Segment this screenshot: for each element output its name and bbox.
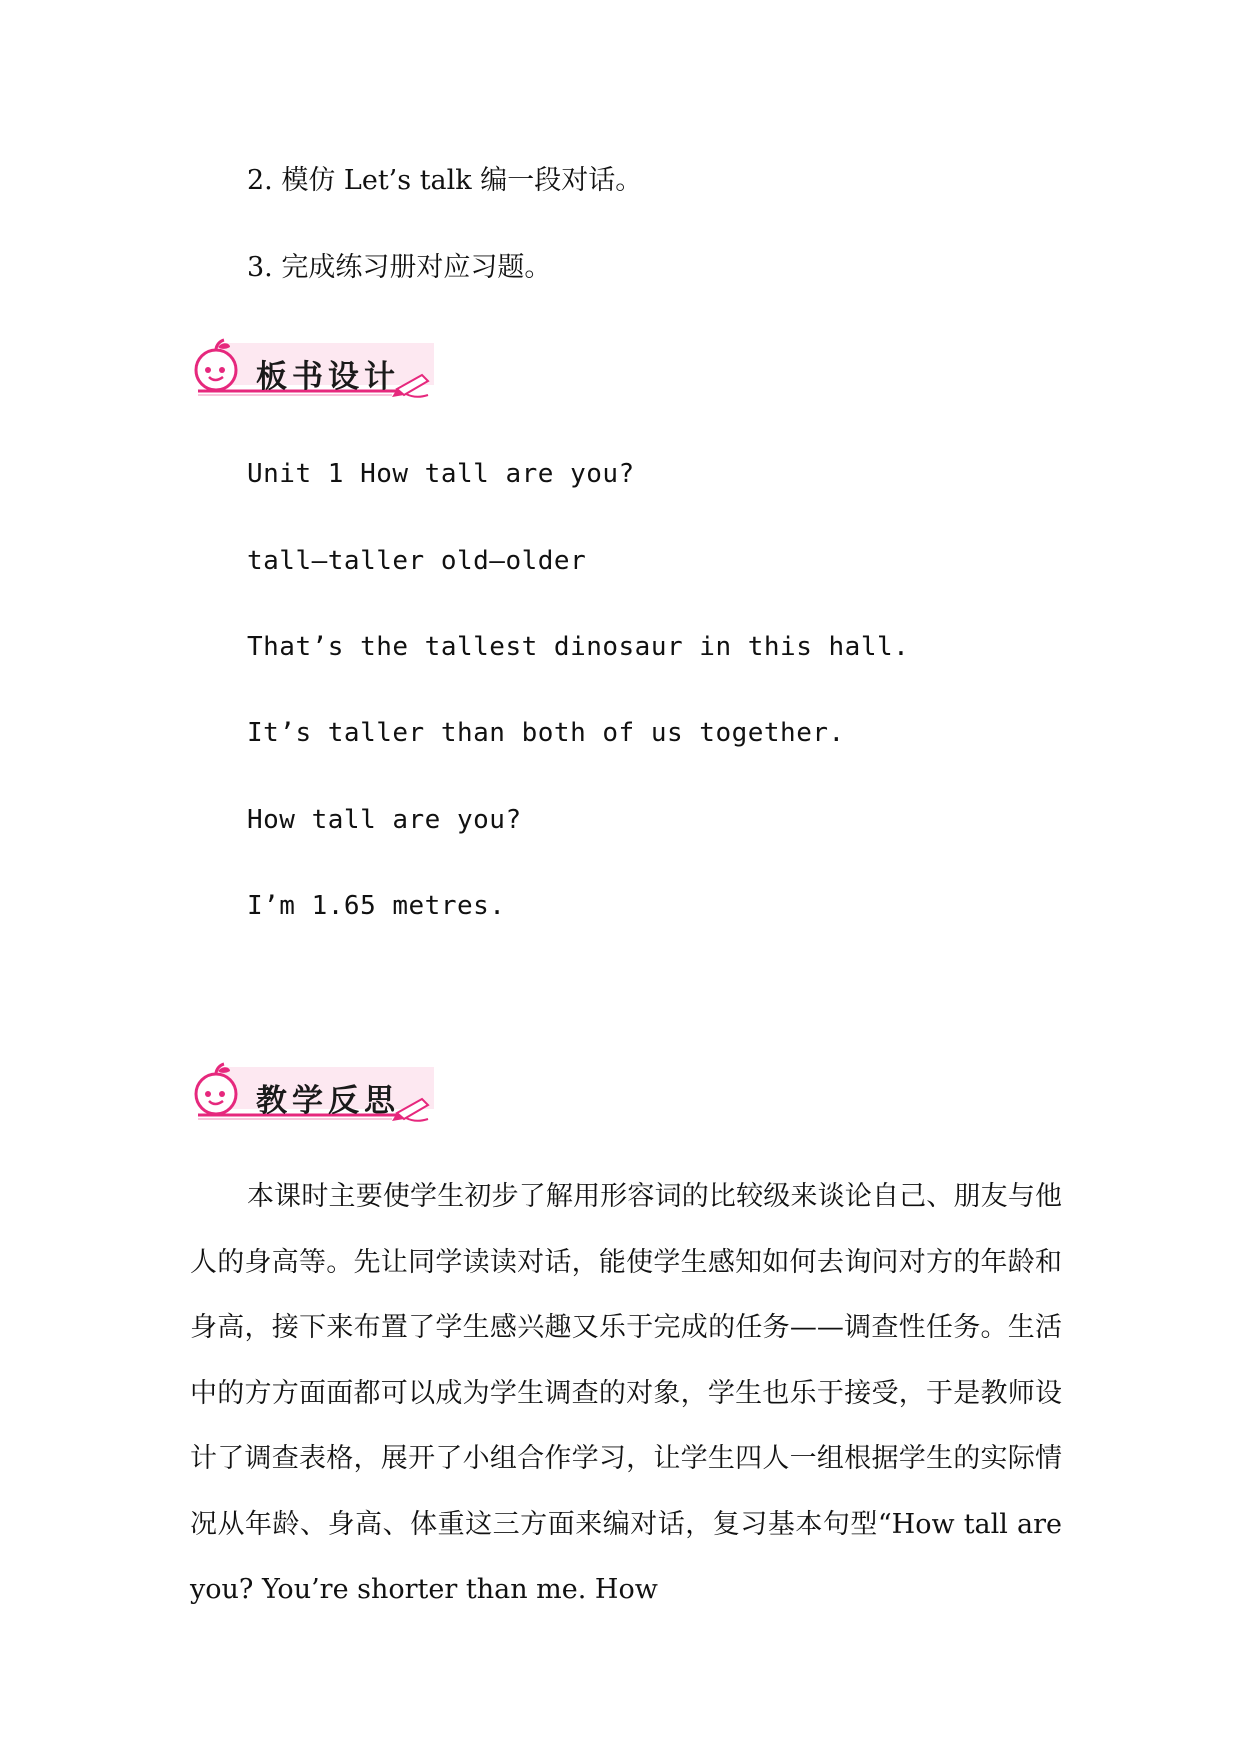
reflection-paragraph: 本课时主要使学生初步了解用形容词的比较级来谈论自己、朋友与他人的身高等。先让同学读读对话，能使学生感知如何去询问对方的年龄和身高，接下来布置了学生感兴趣又乐于完成的任务——调查性任务。生活中的方方面面都可以成为学生调查的对象，学生也乐于接受，于是教师设计了调查表格，展开了小组合作学习，让学生四人一组根据学生的实际情况从年龄、身高、体重这三方面来编对话，复习基本句型“How tall are you? You’re shorter than me. How (190, 1181, 1062, 1605)
board-line-2: tall—taller old—older (247, 546, 587, 576)
reflection-title: 教学反思 (256, 1083, 400, 1119)
board-line-1: Unit 1 How tall are you? (247, 459, 635, 489)
homework-item-3: 3. 完成练习册对应习题。 (247, 252, 552, 283)
board-design-heading (192, 337, 442, 401)
reflection-heading (192, 1061, 442, 1125)
board-line-5: How tall are you? (247, 805, 522, 835)
board-design-title: 板书设计 (256, 359, 400, 395)
board-line-4: It’s taller than both of us together. (247, 718, 845, 748)
board-line-6: I’m 1.65 metres. (247, 891, 506, 921)
board-line-3: That’s the tallest dinosaur in this hall. (247, 632, 910, 662)
homework-item-2: 2. 模仿 Let’s talk 编一段对话。 (247, 165, 643, 196)
